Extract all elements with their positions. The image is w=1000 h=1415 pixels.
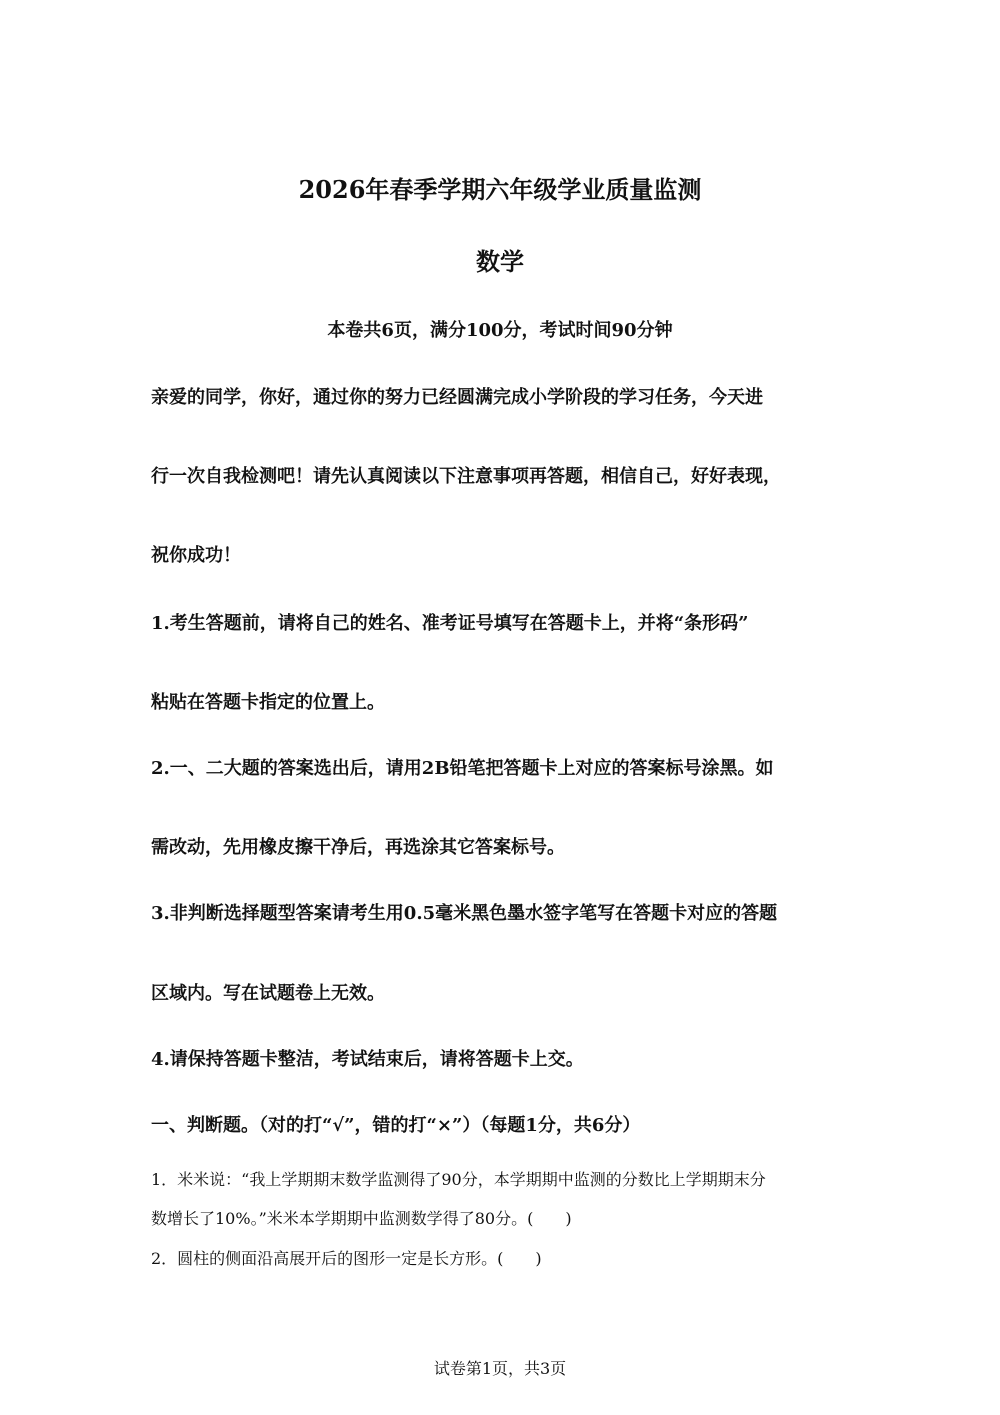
note-1-line: 粘贴在答题卡指定的位置上。 (151, 692, 385, 713)
note-2-line: 2.一、二大题的答案选出后，请用2B铅笔把答题卡上对应的答案标号涂黑。如 (151, 758, 774, 779)
question-1-line: 1．米米说：“我上学期期末数学监测得了90分，本学期期中监测的分数比上学期期末分 (151, 1170, 766, 1189)
question-1-line: 数增长了10%。”米米本学期期中监测数学得了80分。( ) (151, 1209, 572, 1228)
section-heading: 一、判断题。（对的打“√”，错的打“×”）（每题1分，共6分） (151, 1115, 641, 1136)
note-3-line: 区域内。写在试题卷上无效。 (151, 983, 385, 1004)
note-4-line: 4.请保持答题卡整洁，考试结束后，请将答题卡上交。 (151, 1049, 584, 1070)
greeting-line: 行一次自我检测吧！请先认真阅读以下注意事项再答题，相信自己，好好表现， (151, 466, 781, 487)
note-3-line: 3.非判断选择题型答案请考生用0.5毫米黑色墨水签字笔写在答题卡对应的答题 (151, 903, 778, 924)
page-footer: 试卷第1页，共3页 (433, 1359, 567, 1378)
note-1-line: 1.考生答题前，请将自己的姓名、准考证号填写在答题卡上，并将“条形码” (151, 613, 749, 634)
greeting-line: 亲爱的同学，你好，通过你的努力已经圆满完成小学阶段的学习任务，今天进 (151, 387, 763, 408)
note-2-line: 需改动，先用橡皮擦干净后，再选涂其它答案标号。 (151, 837, 565, 858)
exam-title: 2026年春季学期六年级学业质量监测 (298, 175, 702, 204)
greeting-line: 祝你成功！ (151, 545, 241, 566)
exam-info: 本卷共6页，满分100分，考试时间90分钟 (327, 320, 673, 341)
subject-title: 数学 (476, 247, 524, 276)
question-2-line: 2．圆柱的侧面沿高展开后的图形一定是长方形。( ) (151, 1249, 542, 1268)
